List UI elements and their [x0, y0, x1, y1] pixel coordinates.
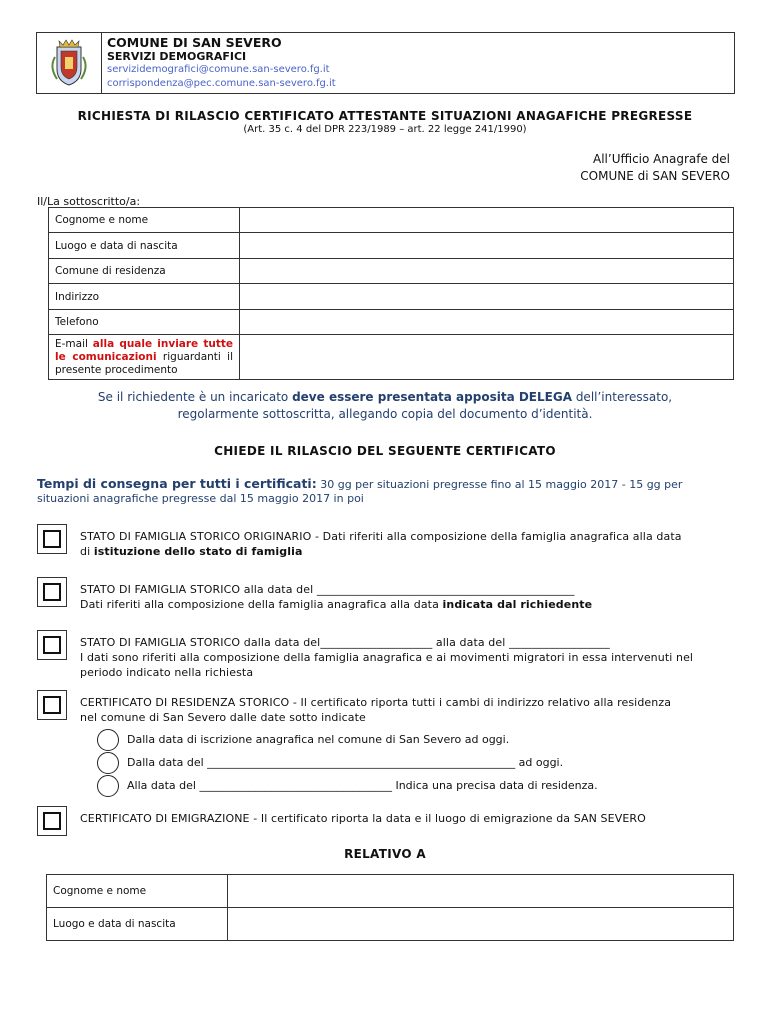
- email-label-suffix: riguardanti il presente procedimento: [55, 350, 233, 376]
- relativo-field-cognome[interactable]: [228, 875, 734, 908]
- department-name: SERVIZI DEMOGRAFICI: [107, 50, 247, 63]
- relativo-heading: RELATIVO A: [344, 847, 426, 861]
- option-1-text: STATO DI FAMIGLIA STORICO ORIGINARIO - Dati riferiti alla composizione della famiglia anagrafica alla data: [80, 530, 682, 543]
- pec-link[interactable]: corrispondenza@pec.comune.san-severo.fg.it: [107, 78, 336, 89]
- option-famiglia-originario: [80, 529, 730, 559]
- delivery-times: [37, 477, 737, 506]
- option-famiglia-data: [80, 582, 730, 612]
- field-luogo[interactable]: [240, 233, 734, 259]
- checkbox-famiglia-data[interactable]: [37, 577, 67, 607]
- email-link[interactable]: servizidemografici@comune.san-severo.fg.it: [107, 64, 330, 75]
- recipient: [580, 151, 730, 185]
- option-2-desc: Dati riferiti alla composizione della famiglia anagrafica alla data: [80, 598, 443, 611]
- recipient-line-2: COMUNE di SAN SEVERO: [580, 169, 730, 183]
- recipient-line-1: All’Ufficio Anagrafe del: [593, 152, 730, 166]
- delivery-times-text: 30 gg per situazioni pregresse fino al 15 maggio 2017 - 15 gg per situazioni anagrafiche pregresse dal 15 maggio 2017 in poi: [37, 478, 683, 505]
- delegate-note-b: deve essere presentata apposita DELEGA: [292, 390, 572, 404]
- option-famiglia-periodo: [80, 635, 730, 680]
- row-label-cognome: Cognome e nome: [49, 208, 240, 233]
- delegate-note-a: Se il richiedente è un incaricato: [97, 390, 293, 404]
- field-email[interactable]: [240, 335, 734, 380]
- letterhead: [36, 32, 735, 94]
- radio-alla-data[interactable]: [97, 775, 119, 797]
- field-cognome[interactable]: [240, 208, 734, 233]
- crest-cell: [37, 33, 102, 93]
- field-telefono[interactable]: [240, 310, 734, 335]
- option-2-bold: indicata dal richiedente: [442, 598, 593, 611]
- request-heading: CHIEDE IL RILASCIO DEL SEGUENTE CERTIFICATO: [214, 444, 556, 458]
- field-comune[interactable]: [240, 259, 734, 284]
- relativo-table: [46, 874, 734, 941]
- delegate-note-d: regolarmente sottoscritta, allegando copia del documento d’identità.: [177, 407, 593, 421]
- option-2-text: STATO DI FAMIGLIA STORICO alla data del ______________________________________________: [80, 583, 575, 596]
- signer-label: Il/La sottoscritto/a:: [37, 195, 141, 208]
- row-label-indirizzo: Indirizzo: [49, 284, 240, 310]
- row-label-telefono: Telefono: [49, 310, 240, 335]
- radio-label-dalla-data: Dalla data del ________________________________________________________ ad oggi.: [127, 756, 564, 769]
- row-label-comune: Comune di residenza: [49, 259, 240, 284]
- relativo-field-luogo[interactable]: [228, 908, 734, 941]
- option-emigrazione: CERTIFICATO DI EMIGRAZIONE - Il certificato riporta la data e il luogo di emigrazione da SAN SEVERO: [80, 812, 646, 825]
- checkbox-residenza-storico[interactable]: [37, 690, 67, 720]
- delivery-times-label: Tempi di consegna per tutti i certificati:: [37, 476, 317, 491]
- checkbox-emigrazione[interactable]: [37, 806, 67, 836]
- delegate-note: [0, 389, 770, 423]
- office-name: COMUNE DI SAN SEVERO: [107, 35, 282, 50]
- row-label-email: [49, 335, 240, 380]
- email-label: E-mail: [55, 337, 88, 350]
- field-indirizzo[interactable]: [240, 284, 734, 310]
- checkbox-famiglia-originario[interactable]: [37, 524, 67, 554]
- option-1-bold: istituzione dello stato di famiglia: [93, 545, 303, 558]
- radio-dalla-data[interactable]: [97, 752, 119, 774]
- option-1-prefix: di: [80, 545, 94, 558]
- document-title: RICHIESTA DI RILASCIO CERTIFICATO ATTESTANTE SITUAZIONI ANAGAFICHE PREGRESSE: [77, 109, 693, 123]
- relativo-label-cognome: Cognome e nome: [47, 875, 228, 908]
- option-residenza-storico: CERTIFICATO DI RESIDENZA STORICO - Il certificato riporta tutti i cambi di indirizzo relativo alla residenza nel comune di San Severo dalle date sotto indicate: [80, 696, 672, 724]
- delegate-note-c: dell’interessato,: [572, 390, 673, 404]
- checkbox-famiglia-periodo[interactable]: [37, 630, 67, 660]
- document-subtitle: (Art. 35 c. 4 del DPR 223/1989 – art. 22 legge 241/1990): [243, 124, 527, 135]
- radio-label-dalla-iscrizione: Dalla data di iscrizione anagrafica nel comune di San Severo ad oggi.: [127, 733, 510, 746]
- option-3-text: STATO DI FAMIGLIA STORICO dalla data del____________________ alla data del __________________: [80, 636, 610, 649]
- municipal-crest-icon: [37, 33, 101, 93]
- applicant-table: [48, 207, 734, 380]
- radio-dalla-iscrizione[interactable]: [97, 729, 119, 751]
- option-3-desc: I dati sono riferiti alla composizione della famiglia anagrafica e ai movimenti migratori in essa intervenuti nel periodo indicato nella richiesta: [80, 651, 694, 679]
- row-label-luogo: Luogo e data di nascita: [49, 233, 240, 259]
- radio-label-alla-data: Alla data del ___________________________________ Indica una precisa data di residenza.: [127, 779, 598, 792]
- relativo-label-luogo: Luogo e data di nascita: [47, 908, 228, 941]
- email-label-note: alla quale inviare tutte le comunicazioni: [55, 337, 233, 363]
